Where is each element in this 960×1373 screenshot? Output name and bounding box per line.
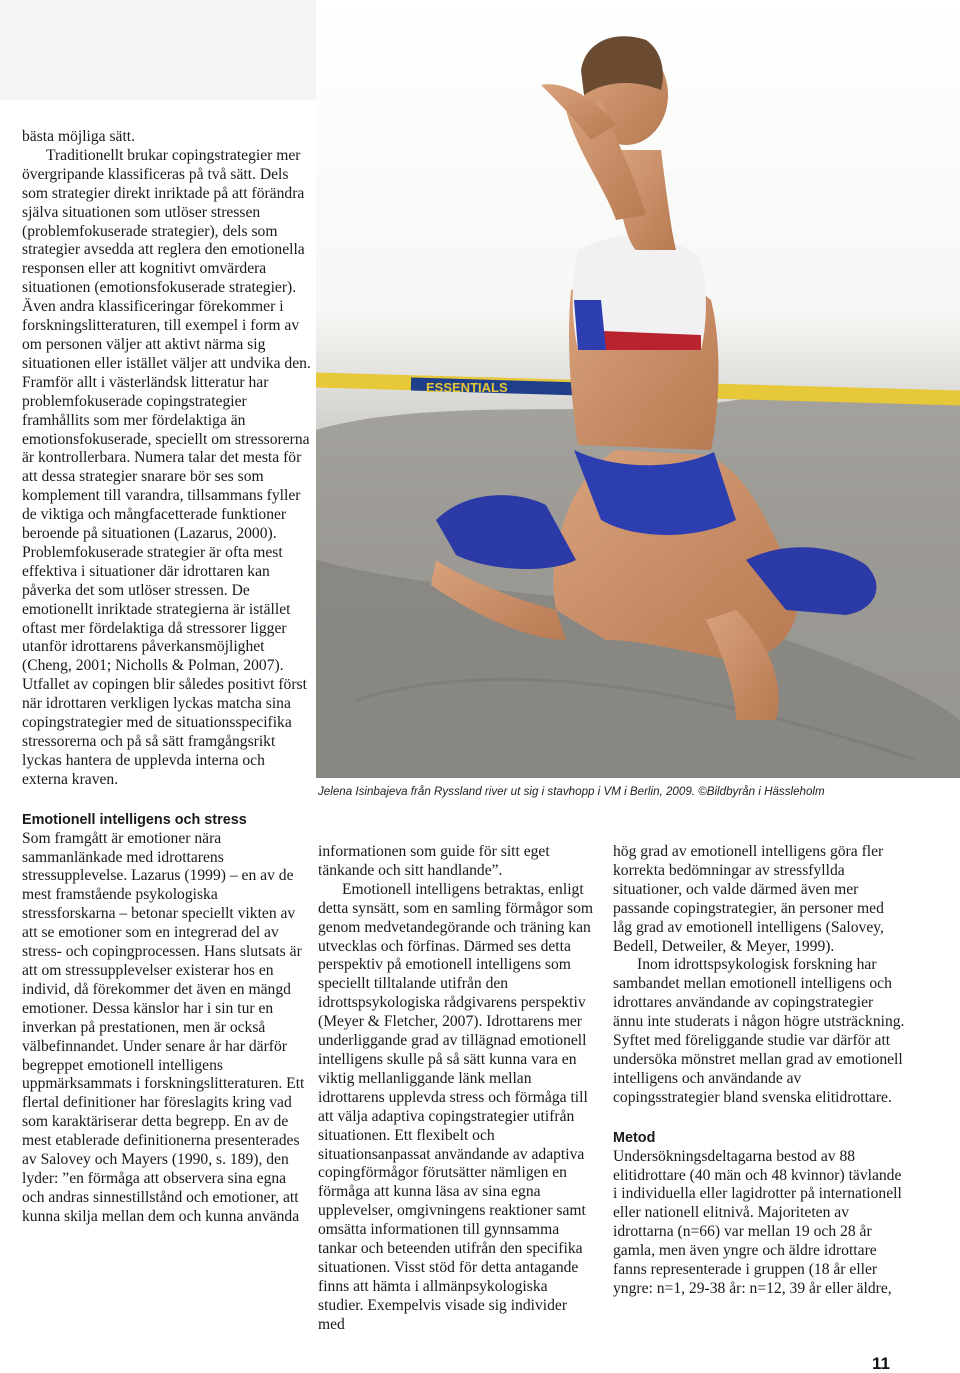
paragraph: Som framgått är emotioner nära sammanlänkade med idrottarens stressupplevelse. Lazarus (1999) – en av de mest framstående psykologiska stressforskarna – betonar speciellt vikten av att se emotioner som en integrerad del av stress- och copingprocessen. Hans slutsats är att om stressupplevelser existerar hos en individ, då förekommer det även en mängd emotioner. Dessa känslor har i sin tur en inverkan på prestationen, men är också välbefinnandet. Under senare år har därför begreppet emotionell intelligens uppmärksammats i forskningslitteraturen. Ett flertal definitioner har föreslagits kring vad som karaktäriserar detta begrepp. En av de mest etablerade definitionerna presenterades av Salovey och Mayers (1990, s. 189), den lyder: ”en förmåga att observera sina egna och andras sinnestillstånd och emotioner, att kunna skilja mellan dem och kunna använda	[22, 829, 305, 1225]
photo-caption: Jelena Isinbajeva från Ryssland river ut sig i stavhopp i VM i Berlin, 2009. ©Bildbyrån i Hässleholm	[318, 785, 825, 798]
spacer	[613, 1108, 905, 1129]
text-column-right	[613, 843, 905, 1299]
paragraph: informationen som guide för sitt eget tänkande och sitt handlande”.	[318, 843, 550, 879]
paragraph: Inom idrottspsykologisk forskning har sambandet mellan emotionell intelligens och idrottares användande av copingstrategier ännu inte studerats i någon högre utsträckning. Syftet med föreliggande studie var därför att undersöka mönstret mellan grad av emotionell intelligens och användande av copingsstrategier bland svenska elitidrottare.	[613, 956, 905, 1106]
paragraph: bästa möjliga sätt.	[22, 128, 136, 145]
paragraph: Emotionell intelligens betraktas, enligt detta synsätt, som en samling förmågor som genom medvetandegörande och träning kan utvecklas och förfinas. Därmed ses detta perspektiv på emotionell intelligens som speciellt tilltalande utifrån den idrottspsykologiska rådgivarens perspektiv (Meyer & Fletcher, 2007). Idrottarens mer underliggande grad av tillägnad emotionell intelligens skulle på så sätt kunna vara en viktig mellanliggande länk mellan idrottarens upplevda stress och förmåga till att välja adaptiva copingstrategier utifrån situationen. Ett flexibelt och situationsanpassat användande av adaptiva copingförmågor förutsätter nämligen en förmåga att kunna läsa av sina egna upplevelser, omgivningens reaktioner samt omsätta informationen till gynnsamma tankar och beteenden utifrån den specifika situationen. Visst stöd för detta antagande finns att hämta i allmänpsykologiska studier. Exempelvis visade sig individer med	[318, 880, 594, 1333]
text-column-middle	[318, 843, 596, 1335]
athlete-photo	[316, 0, 960, 778]
spacer	[22, 790, 312, 811]
photo-illustration	[316, 0, 960, 778]
svg-text:ESSENTIALS: ESSENTIALS	[426, 380, 508, 395]
text-column-left	[22, 128, 312, 1227]
top-margin-band	[0, 0, 316, 100]
paragraph: hög grad av emotionell intelligens göra fler korrekta bedömningar av stressfyllda situationer, och valde därmed även mer passande copingstrategier, än personer med låg grad av emotionell intelligens (Salovey, Bedell, Detweiler, & Meyer, 1999).	[613, 843, 884, 955]
page-number: 11	[872, 1354, 890, 1373]
section-heading: Emotionell intelligens och stress	[22, 811, 247, 828]
paragraph: Traditionellt brukar copingstrategier mer övergripande klassificeras på två sätt. Dels som strategier direkt inriktade på att förändra själva situationen som utlöser stressen (problemfokuserade strategier), dels som strategier avsedda att reglera den emotionella responsen eller att kognitivt omvärdera situationen (emotionsfokuserade strategier). Även andra klassificeringar förekommer i forskningslitteraturen, till exempel i form av om personen väljer att aktivt närma sig situationen eller istället väljer att undvika den. Framför allt i västerländsk litteratur har problemfokuserade copingstrategier framhållits som mer fördelaktiga än emotionsfokuserade, speciellt om stressorerna är kontrollerbara. Numera talar det mesta för att dessa strategier snarare bör ses som komplement till varandra, tillsammans fyller de viktiga och mångfacetterade funktioner beroende på situationen (Lazarus, 2000). Problemfokuserade strategier är ofta mest effektiva i situationer där idrottaren kan påverka det som utlöser stressen. De emotionellt inriktade strategierna är istället oftast mer fördelaktiga då stressorer ligger utanför idrottarens påverkansmöjlighet (Cheng, 2001; Nicholls & Polman, 2007). Utfallet av copingen blir således positivt först när idrottaren verkligen lyckas matcha sina copingstrategier med de situationsspecifika stressorerna och på så sätt framgångsrikt lyckas hantera de upplevda interna och externa kraven.	[22, 146, 311, 788]
paragraph: Undersökningsdeltagarna bestod av 88 elitidrottare (40 män och 48 kvinnor) tävlande i individuella eller lagidrotter på internationell eller nationell elitnivå. Majoriteten av idrottarna (n=66) var mellan 19 och 28 år gamla, men även yngre och äldre idrottare fanns representerade i gruppen (18 år eller yngre: n=1, 29-38 år: n=12, 39 år eller äldre,	[613, 1147, 902, 1297]
section-heading: Metod	[613, 1129, 656, 1146]
